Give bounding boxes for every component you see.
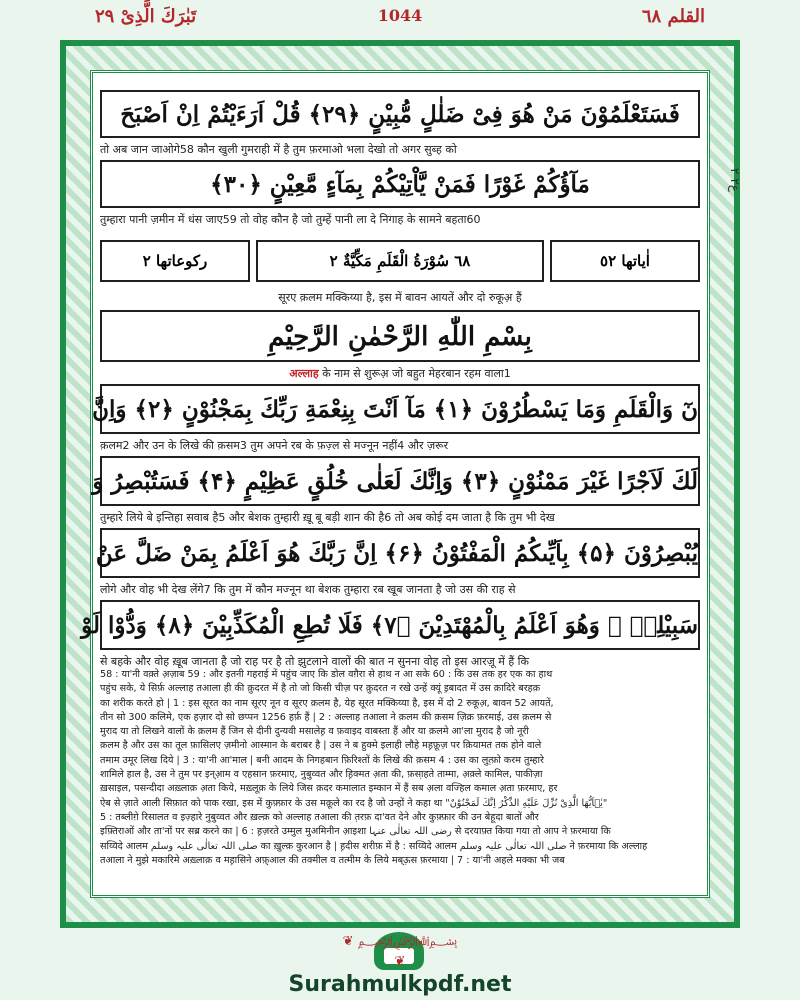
footnote-line: पहुंच सके, ये सिर्फ़ अल्लाह तआला ही की क़ुदरत में है तो जो किसी चीज़ पर क़ुदरत न रखे उन्हें क्यूं इ़बादत में उस क़ादिरे बरहक़: [100, 683, 541, 695]
footnote-line: इफ़्तिराओं और ता'नों पर सब्र करने का | 6 : ह़ज़रते उम्मुल मुअमिनीन आ़इशा رضی اللہ تعالٰی عنہا से दरयाफ़्त किया गया तो आप ने फ़रमाया कि: [100, 826, 611, 838]
ayah-line: نٓ وَالْقَلَمِ وَمَا یَسْطُرُوْنَ ﴿۱﴾ مَآ اَنْتَ بِنِعْمَةِ رَبِّكَ بِمَجْنُوْنٍ ﴿۲﴾ وَاِنَّ: [100, 384, 700, 434]
footnote-line: मुराद या तो लिखने वालों के क़लम हैं जिन से दीनी दुन्यवी मसालेह़ व फ़वाइद वाबस्ता हैं और या क़लमे आ'ला मुराद है जो नूरी: [100, 726, 529, 738]
footnote-line: तीन सो 300 कलिमे, एक हज़ार दो सो छप्पन 1256 हर्फ़ हैं | 2 : अल्लाह तआला ने क़लम की क़सम ज़िक्र फ़रमाई, उस क़लम से: [100, 711, 552, 723]
footnote-line: ख़साइल, पसन्दीदा अख़्लाक़ अ़ता किये, मख़्लूक़ के लिये जिस क़दर कमालात इम्कान में हैं सब अ़ला वज्हिल कमाल अ़ता फ़रमाए, हर: [100, 783, 558, 795]
ruku-marker: ع٢ ٢: [728, 168, 742, 192]
footnotes: [100, 668, 700, 890]
footnote-line: 5 : तब्लीग़े रिसालत व इज़्हारे नुबुव्वत और ख़ल्क़ को अल्लाह तआला की त़रफ़ दा'वत देने और कुफ़्फ़ार की उन बेहूदा बातों और: [100, 811, 539, 823]
footer-signature: ❦ ﷽ ❦: [342, 934, 458, 969]
ayah-line: سَبِیْلِهٖ ۪ وَهُوَ اَعْلَمُ بِالْمُهْتَدِیْنَ ﴿۷﴾ فَلَا تُطِعِ الْمُكَذِّبِیْنَ ﴿۸﴾ وَدُّوْا لَوْ: [100, 600, 700, 650]
translation-line: तुम्हारा पानी ज़मीन में धंस जाए59 तो वोह कौन है जो तुम्हें पानी ला दे निगाह के सामने बहता60: [100, 213, 481, 226]
bismillah-translation: [100, 366, 700, 381]
translation-line: तुम्हारे लिये बे इन्तिहा सवाब है5 और बेशक तुम्हारी ख़ू बू बड़ी शान की है6 तो अब कोई दम जाता है कि तुम भी देख: [100, 511, 555, 524]
ayah-line: یُبْصِرُوْنَ ﴿۵﴾ بِاَیِّىكُمُ الْمَفْتُوْنُ ﴿۶﴾ اِنَّ رَبَّكَ هُوَ اَعْلَمُ بِمَنْ ضَلَّ عَنْ: [100, 528, 700, 578]
translation-line: लोगे और वोह भी देख लेंगे7 कि तुम में कौन मज्नून था बेशक तुम्हारा रब खूब जानता है जो उस की राह से: [100, 583, 516, 596]
bismillah-translation-text: के नाम से शुरूअ़ जो बहुत मेहरबान रहम वाला1: [318, 367, 511, 380]
ayah-line: مَآؤُكُمْ غَوْرًا فَمَنْ یَّاْتِیْكُمْ بِمَآءٍ مَّعِیْنٍ ﴿۳۰﴾: [100, 160, 700, 208]
footnote-line: क़लम है और उस का तूल फ़ासिलए ज़मीनो आस्मान के बराबर है | उस ने ब हुक्मे इलाही लौहे मह़फ़ूज़ पर क़ियामत तक होने वाले: [100, 740, 542, 752]
footnote-line: तआला ने मुझे मकारिमे अख़्लाक़ व मह़ासिने अफ़्आल की तक्मील व तत्मीम के लिये मब्ऊ़स फ़रमाया | 7 : या'नी अहले मक्का भी जब: [100, 854, 565, 866]
bismillah: بِسْمِ اللّٰهِ الرَّحْمٰنِ الرَّحِیْمِ: [100, 310, 700, 362]
page-number: 1044: [377, 6, 423, 25]
header-juz-title: تَبٰرَكَ الَّذِیْ ۲۹: [95, 6, 197, 27]
ayat-count: اٰیاتها ٥٢: [550, 240, 700, 282]
ayah-line: لَكَ لَاَجْرًا غَیْرَ مَمْنُوْنٍ ﴿۳﴾ وَاِنَّكَ لَعَلٰى خُلُقٍ عَظِیْمٍ ﴿۴﴾ فَسَتُبْصِرُ وَ: [100, 456, 700, 506]
footnote-line: सय्यिदे आलम صلی اللہ تعالٰی علیہ وسلم का ख़ुल्क़ कुरआन है | ह़दीस शरीफ़ में है : सय्यिदे आलम صلی اللہ تعالٰی علیہ وسلم ने फ़रमाया कि अल्लाह: [100, 840, 648, 852]
site-link[interactable]: Surahmulkpdf.net: [288, 972, 512, 997]
translation-line: क़लम2 और उन के लिखे की क़सम3 तुम अपने रब के फ़ज़्ल से मज्नून नहीं4 और ज़रूर: [100, 439, 449, 452]
footnote-line: तमाम उमूर लिख दिये | 3 : या'नी आ'माल | बनी आदम के निगहबान फ़िरिश्तों के लिखे की क़सम 4 : उस का लुत़्फ़ो करम तुम्हारे: [100, 754, 544, 766]
ayah-line: فَسَتَعْلَمُوْنَ مَنْ هُوَ فِیْ ضَلٰلٍ مُّبِیْنٍ ﴿۲۹﴾ قُلْ اَرَءَیْتُمْ اِنْ اَصْبَحَ: [100, 90, 700, 138]
footnote-line: शामिले हाल है, उस ने तुम पर इन्आ़म व एहसान फ़रमाए, नुबुव्वत और ह़िक्मत अ़ता की, फ़सा़हते ताम्मा, अ़क़्ले कामिल, पाकीज़ा: [100, 769, 543, 781]
surah-name: ٦٨ سُوْرَةُ الْقَلَمِ مَكِّیَّةٌ ٢: [256, 240, 544, 282]
translation-line: से बहके और वोह ख़ूब जानता है जो राह पर है तो झुटलाने वालों की बात न सुनना वोह तो इस आरज़ू में हैं कि: [100, 655, 529, 668]
header-surah-title: القلم ٦٨: [641, 6, 705, 27]
surah-info-translation: सूरए क़लम मक्किय्या है, इस में बावन आयतें और दो रुकूअ़ हैं: [278, 291, 522, 304]
footnote-line: ऐब से ज़ाते आली सिफ़ात को पाक रखा, इस में कुफ़्फ़ार के उस मक़ूले का रद है जो उन्हों ने कहा था "یٰۤاَیُّهَا الَّذِیْ نُزِّلَ عَلَیْهِ الذِّكْرُ اِنَّكَ لَمَجْنُوْنٌ": [100, 797, 608, 809]
allah-name: अल्लाह: [289, 367, 319, 380]
surah-info-row: [100, 240, 700, 282]
footnote-line: का शरीक करते हो | 1 : इस सूरत का नाम सूरए नून व सूरए क़लम है, येह सूरत मक्किय्या है, इस में दो 2 रुकूअ़, बावन 52 आयतें,: [100, 697, 554, 709]
ruku-count: رکوعاتها ٢: [100, 240, 250, 282]
footnote-line: 58 : या'नी वक़्ते अ़ज़ाब 59 : और इतनी गहराई में पहुंच जाए कि डोल वग़ैरा से हाथ न आ सके 60 : कि उस तक हर एक का हाथ: [100, 669, 553, 680]
translation-line: तो अब जान जाओगे58 कौन खुली गुमराही में है तुम फ़रमाओ भला देखो तो अगर सुब्ह को: [100, 143, 457, 156]
